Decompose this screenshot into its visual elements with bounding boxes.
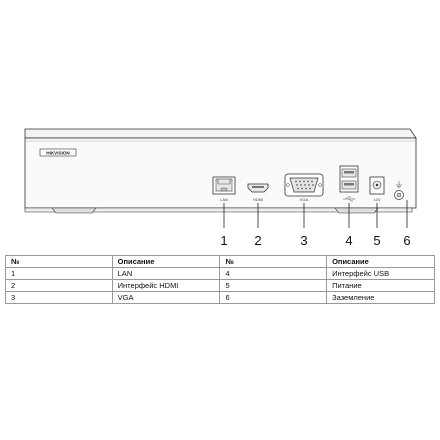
table-row (6, 280, 435, 292)
table-cell: 5 (220, 280, 327, 292)
table-cell: Интерфейс USB (327, 268, 435, 280)
power-dc-jack (370, 177, 384, 194)
table-cell: 3 (6, 292, 113, 304)
ground-terminal (395, 191, 404, 200)
header-number-1: № (6, 256, 113, 268)
device-foot-left (52, 208, 96, 213)
usb-ports (340, 166, 358, 192)
callout-number-3: 3 (300, 233, 308, 248)
table-cell: 6 (220, 292, 327, 304)
table-cell: 4 (220, 268, 327, 280)
table-cell: VGA (112, 292, 220, 304)
callout-number-4: 4 (345, 233, 353, 248)
table-cell: Питание (327, 280, 435, 292)
table-cell: LAN (112, 268, 220, 280)
table-cell: Заземление (327, 292, 435, 304)
callout-number-6: 6 (403, 233, 411, 248)
vga-port (285, 174, 323, 196)
device-foot-right (335, 208, 378, 213)
table-cell: Интерфейс HDMI (112, 280, 220, 292)
power-port-label: 12V (373, 197, 381, 202)
header-description-1: Описание (112, 256, 220, 268)
callout-number-2: 2 (254, 233, 262, 248)
header-number-2: № (220, 256, 327, 268)
lan-port-label: LAN (220, 197, 228, 202)
table-row (6, 268, 435, 280)
table-row (6, 292, 435, 304)
hdmi-port (248, 184, 268, 192)
device-top-lid (25, 129, 416, 138)
table-cell: 1 (6, 268, 113, 280)
brand-logo: HIKVISION (46, 150, 70, 156)
ports-description-table (5, 255, 435, 304)
header-description-2: Описание (327, 256, 435, 268)
lan-port (213, 177, 235, 194)
callout-number-5: 5 (373, 233, 381, 248)
vga-port-label: VGA (299, 197, 309, 202)
callout-number-1: 1 (220, 233, 228, 248)
hdmi-port-label: HDMI (252, 197, 264, 202)
table-cell: 2 (6, 280, 113, 292)
table-header-row (6, 256, 435, 268)
